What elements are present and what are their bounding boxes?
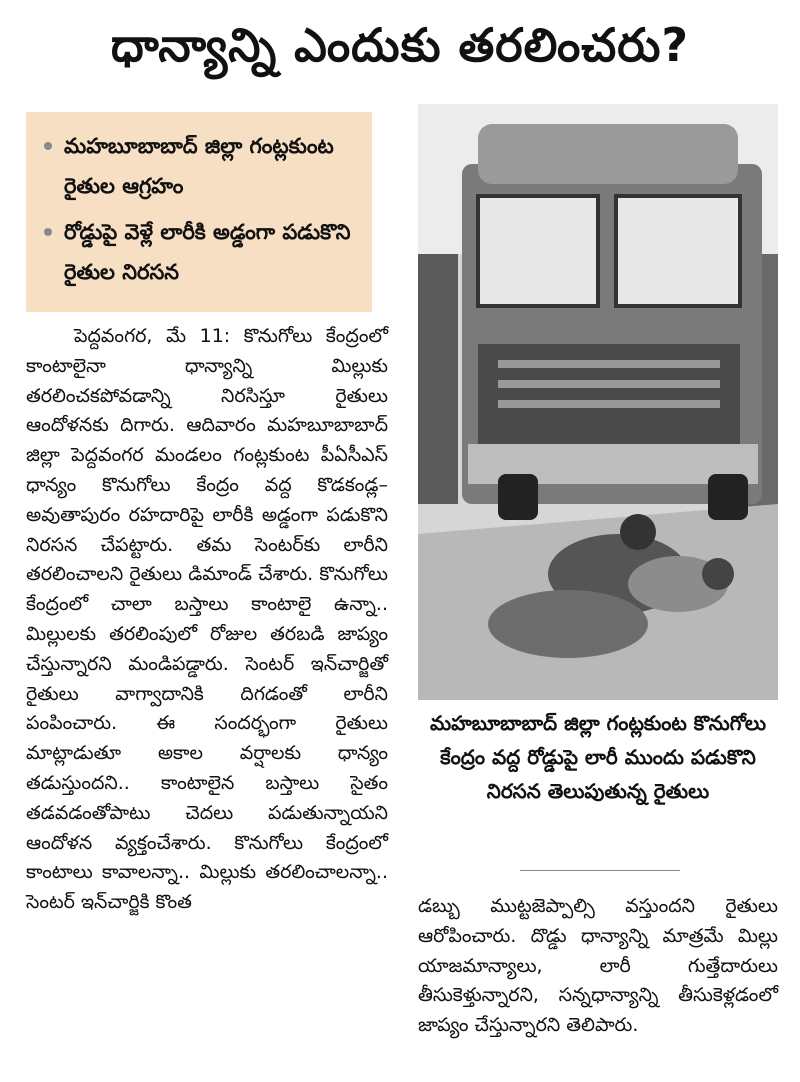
photo-caption: మహబూబాబాద్ జిల్లా గంట్లకుంట కొనుగోలు కేంద్రం వద్ద రోడ్డుపై లారీ ముందు పడుకొని నిరసన తెలుపుతున్న రైతులు bbox=[429, 711, 767, 803]
truck-protest-photo bbox=[418, 104, 778, 700]
highlight-text: మహబూబాబాద్ జిల్లా గంట్లకుంట రైతుల ఆగ్రహం bbox=[64, 134, 334, 198]
caption-divider bbox=[520, 870, 680, 871]
highlight-item bbox=[44, 126, 358, 206]
article-body-right: డబ్బు ముట్టజెప్పాల్సి వస్తుందని రైతులు ఆరోపించారు. దొడ్డు ధాన్యాన్ని మాత్రమే మిల్లు యాజమాన్యాలు, లారీ గుత్తేదారులు తీసుకెళ్తున్నారని, సన్నధాన్యాన్ని తీసుకెళ్లడంలో జాప్యం చేస్తున్నారని తెలిపారు. bbox=[418, 895, 778, 1037]
highlights-box bbox=[26, 112, 372, 312]
bullet-icon bbox=[44, 228, 52, 236]
highlight-text: రోడ్డుపై వెళ్లే లారీకి అడ్డంగా పడుకొని రైతుల నిరసన bbox=[64, 220, 351, 284]
highlight-item bbox=[44, 212, 358, 292]
headline: ధాన్యాన్ని ఎందుకు తరలించరు? bbox=[110, 18, 690, 72]
news-photo bbox=[418, 104, 778, 700]
bullet-icon bbox=[44, 142, 52, 150]
article-body-left: పెద్దవంగర, మే 11: కొనుగోలు కేంద్రంలో కాంటాలైనా ధాన్యాన్ని మిల్లుకు తరలించకపోవడాన్ని నిరసిస్తూ రైతులు ఆందోళనకు దిగారు. ఆదివారం మహబూబాబాద్ జిల్లా పెద్దవంగర మండలం గంట్లకుంట పీఏసీఎస్ ధాన్యం కొనుగోలు కేంద్రం వద్ద కొడకండ్ల–అవుతాపురం రహదారిపై లారీకి అడ్డంగా పడుకొని నిరసన చేపట్టారు. తమ సెంటర్‌కు లారీని తరలించాలని రైతులు డిమాండ్ చేశారు. కొనుగోలు కేంద్రంలో చాలా బస్తాలు కాంటాలై ఉన్నా.. మిల్లులకు తరలింపులో రోజుల తరబడి జాప్యం చేస్తున్నారని మండిపడ్డారు. సెంటర్ ఇన్‌చార్జితో రైతులు వాగ్వాదానికి దిగడంతో లారీని పంపించారు. ఈ సందర్భంగా రైతులు మాట్లాడుతూ అకాల వర్షాలకు ధాన్యం తడుస్తుందని.. కాంటాలైన బస్తాలు సైతం తడవడంతోపాటు చెదలు పడుతున్నాయని ఆందోళన వ్యక్తంచేశారు. కొనుగోలు కేంద్రంలో కాంటాలు కావాలన్నా.. మిల్లుకు తరలించాలన్నా.. సెంటర్ ఇన్‌చార్జికి కొంత bbox=[26, 325, 388, 914]
